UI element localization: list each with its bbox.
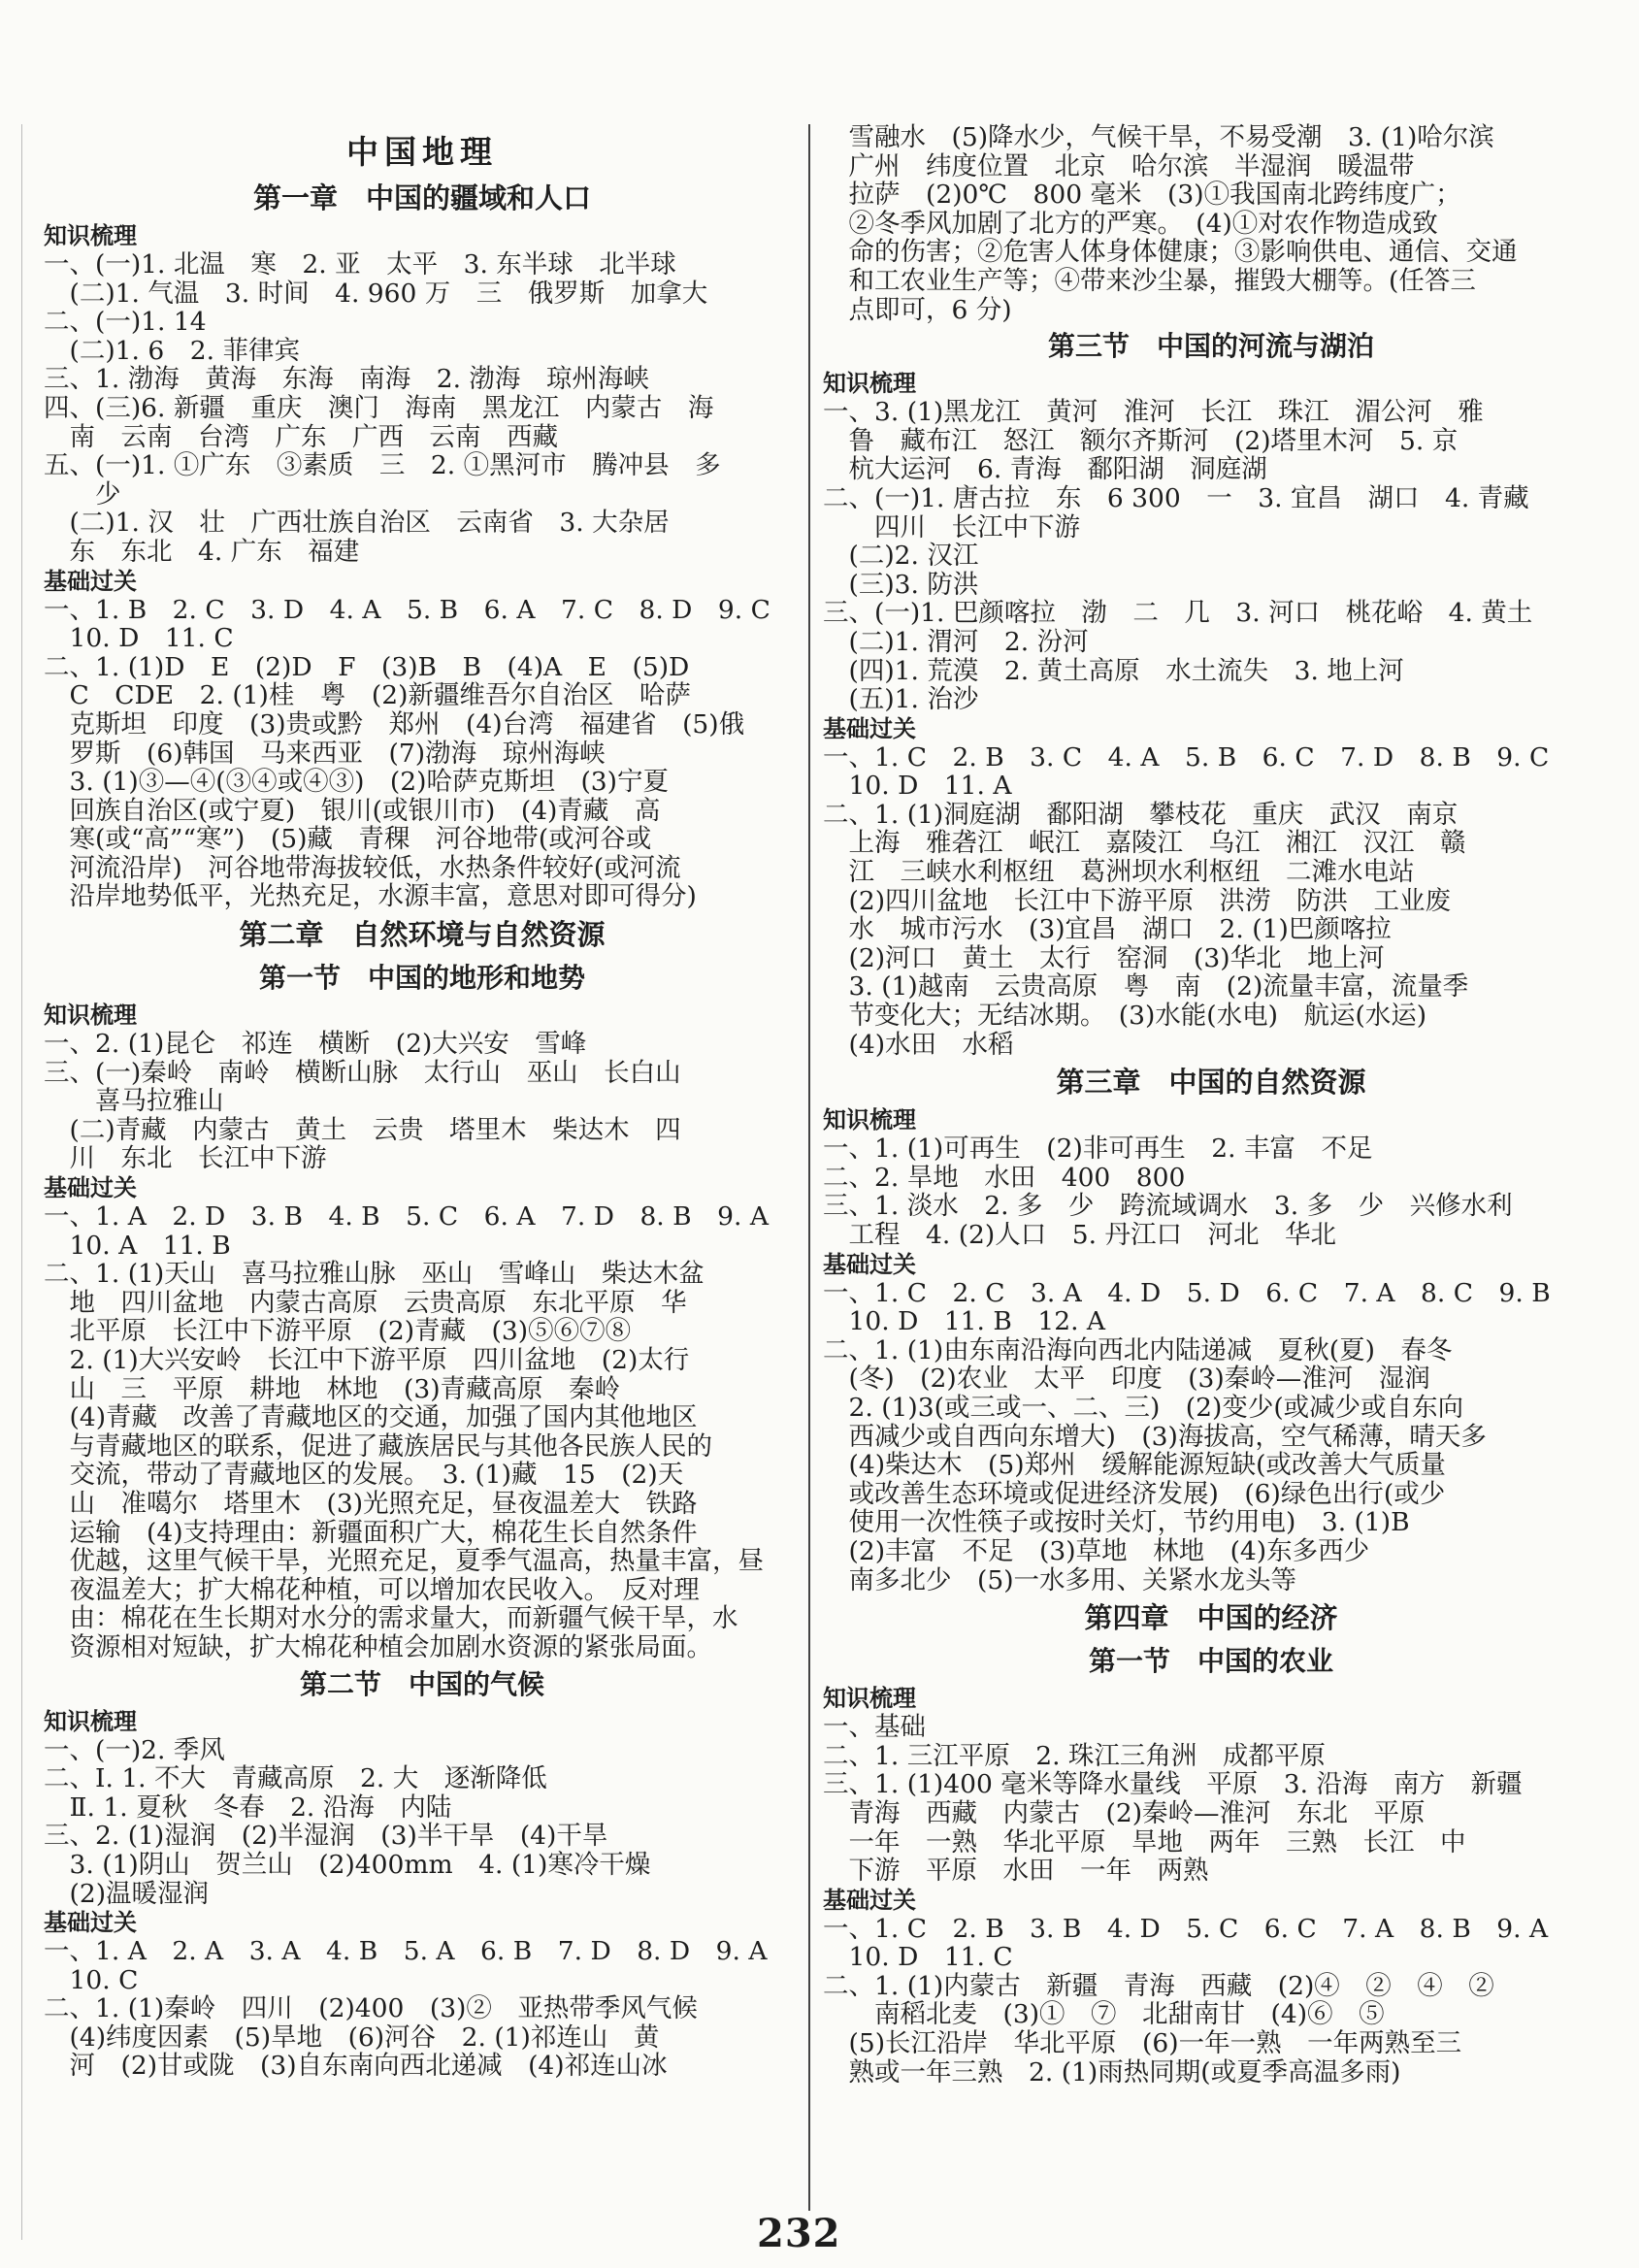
- subsection-label: 知识梳理: [44, 1707, 137, 1735]
- answer-line: (五)1. 治沙: [823, 685, 979, 714]
- answer-line: (二)1. 汉 壮 广西壮族自治区 云南省 3. 大杂居: [44, 509, 670, 538]
- answer-line: 二、1. (1)D E (2)D F (3)B B (4)A E (5)D: [44, 652, 690, 682]
- chapter-heading: 第四章 中国的经济: [1084, 1601, 1338, 1635]
- answer-line: 二、1. (1)天山 喜马拉雅山脉 巫山 雪峰山 柴达木盆: [44, 1260, 705, 1289]
- answer-line: (二)青藏 内蒙古 黄土 云贵 塔里木 柴达木 四: [44, 1115, 681, 1145]
- answer-line: 二、1. 三江平原 2. 珠江三角洲 成都平原: [823, 1741, 1326, 1771]
- answer-line: 广州 纬度位置 北京 哈尔滨 半湿润 暖温带: [823, 151, 1415, 181]
- answer-line: 运输 (4)支持理由：新疆面积广大，棉花生长自然条件: [44, 1518, 698, 1548]
- section-heading: 第二节 中国的气候: [299, 1667, 544, 1700]
- answer-line: ②冬季风加剧了北方的严寒。 (4)①对农作物造成致: [823, 209, 1438, 239]
- answer-line: (冬) (2)农业 太平 印度 (3)秦岭—淮河 湿润: [823, 1364, 1430, 1394]
- answer-line: (二)1. 6 2. 菲律宾: [44, 336, 300, 366]
- answer-line: C CDE 2. (1)桂 粤 (2)新疆维吾尔自治区 哈萨: [44, 681, 691, 710]
- answer-line: 二、1. (1)秦岭 四川 (2)400 (3)② 亚热带季风气候: [44, 1994, 698, 2023]
- answer-line: 和工农业生产等；④带来沙尘暴，摧毁大棚等。(任答三: [823, 266, 1476, 296]
- answer-line: 喜马拉雅山: [44, 1087, 224, 1116]
- answer-line: 3. (1)阴山 贺兰山 (2)400mm 4. (1)寒冷干燥: [44, 1850, 651, 1880]
- answer-line: 一、3. (1)黑龙江 黄河 淮河 长江 珠江 湄公河 雅: [823, 398, 1484, 427]
- answer-line: 二、(一)1. 唐古拉 东 6 300 一 3. 宜昌 湖口 4. 青藏: [823, 483, 1529, 513]
- answer-line: 沿岸地势低平，光热充足，水源丰富，意思对即可得分): [44, 882, 697, 912]
- subsection-label: 知识梳理: [823, 1685, 916, 1713]
- answer-line: 二、2. 旱地 水田 400 800: [823, 1163, 1186, 1193]
- answer-line: (二)1. 渭河 2. 汾河: [823, 627, 1089, 657]
- answer-line: (二)2. 汉江: [823, 542, 979, 571]
- answer-line: 资源相对短缺，扩大棉花种植会加剧水资源的紧张局面。: [44, 1632, 712, 1662]
- subsection-label: 知识梳理: [823, 370, 916, 398]
- answer-line: 三、(一)秦岭 南岭 横断山脉 太行山 巫山 长白山: [44, 1058, 681, 1088]
- section-heading: 第三节 中国的河流与湖泊: [1047, 330, 1374, 363]
- answer-line: 一、2. (1)昆仑 祁连 横断 (2)大兴安 雪峰: [44, 1030, 587, 1059]
- answer-line: 地 四川盆地 内蒙古高原 云贵高原 东北平原 华: [44, 1288, 687, 1318]
- answer-line: 克斯坦 印度 (3)贵或黔 郑州 (4)台湾 福建省 (5)俄: [44, 709, 745, 740]
- answer-line: (2)四川盆地 长江中下游平原 洪涝 防洪 工业废: [823, 886, 1452, 916]
- answer-line: 南 云南 台湾 广东 广西 云南 西藏: [44, 422, 558, 452]
- answer-line: 由：棉花在生长期对水分的需求量大，而新疆气候干旱，水: [44, 1604, 738, 1633]
- answer-line: 西减少或自西向东增大) (3)海拔高，空气稀薄，晴天多: [823, 1422, 1487, 1452]
- answer-line: 山 准噶尔 塔里木 (3)光照充足，昼夜温差大 铁路: [44, 1489, 698, 1519]
- answer-line: 夜温差大；扩大棉花种植，可以增加农民收入。 反对理: [44, 1575, 700, 1605]
- subsection-label: 基础过关: [44, 1174, 137, 1202]
- chapter-heading: 第一章 中国的疆域和人口: [252, 181, 591, 214]
- column-divider: [808, 124, 810, 2211]
- subsection-label: 知识梳理: [44, 222, 137, 249]
- answer-line: 川 东北 长江中下游: [44, 1144, 327, 1174]
- answer-line: 10. D 11. A: [823, 772, 1012, 801]
- answer-line: 河 (2)甘或陇 (3)自东南向西北递减 (4)祁连山冰: [44, 2052, 668, 2082]
- answer-line: 2. (1)大兴安岭 长江中下游平原 四川盆地 (2)太行: [44, 1346, 690, 1375]
- answer-line: 三、(一)1. 巴颜喀拉 渤 二 几 3. 河口 桃花峪 4. 黄土: [823, 599, 1533, 628]
- answer-line: 使用一次性筷子或按时关灯，节约用电) 3. (1)B: [823, 1508, 1410, 1537]
- answer-line: 一、(一)1. 北温 寒 2. 亚 太平 3. 东半球 北半球: [44, 250, 676, 279]
- answer-line: 2. (1)3(或三或一、二、三) (2)变少(或减少或自东向: [823, 1393, 1464, 1423]
- section-heading: 第一节 中国的农业: [1088, 1645, 1333, 1678]
- answer-line: 3. (1)越南 云贵高原 粤 南 (2)流量丰富，流量季: [823, 972, 1469, 1003]
- page-number: 232: [757, 2211, 841, 2256]
- answer-line: 10. D 11. C: [823, 1943, 1013, 1972]
- answer-line: 二、(一)1. 14: [44, 308, 207, 337]
- subsection-label: 知识梳理: [44, 1002, 137, 1030]
- answer-line: 上海 雅砻江 岷江 嘉陵江 乌江 湘江 汉江 赣: [823, 829, 1466, 859]
- answer-line: 二、Ⅰ. 1. 不大 青藏高原 2. 大 逐渐降低: [44, 1764, 547, 1793]
- answer-line: Ⅱ. 1. 夏秋 冬春 2. 沿海 内陆: [44, 1792, 452, 1823]
- answer-line: 三、1. 渤海 黄海 东海 南海 2. 渤海 琼州海峡: [44, 365, 649, 394]
- answer-line: 熟或一年三熟 2. (1)雨热同期(或夏季高温多雨): [823, 2057, 1401, 2087]
- answer-line: (4)纬度因素 (5)旱地 (6)河谷 2. (1)祁连山 黄: [44, 2022, 660, 2053]
- answer-line: 下游 平原 水田 一年 两熟: [823, 1857, 1209, 1886]
- answer-line: 一、1. C 2. C 3. A 4. D 5. D 6. C 7. A 8. C 9. B: [823, 1278, 1551, 1308]
- answer-line: 交流，带动了青藏地区的发展。 3. (1)藏 15 (2)天: [44, 1461, 684, 1490]
- answer-line: 四川 长江中下游: [823, 512, 1080, 542]
- answer-line: 寒(或“高”“寒”) (5)藏 青稞 河谷地带(或河谷或: [44, 825, 652, 854]
- answer-line: 北平原 长江中下游平原 (2)青藏 (3)⑤⑥⑦⑧: [44, 1317, 632, 1346]
- subsection-label: 基础过关: [44, 1909, 137, 1937]
- answer-line: 一、1. (1)可再生 (2)非可再生 2. 丰富 不足: [823, 1134, 1373, 1164]
- answer-line: 雪融水 (5)降水少，气候干旱，不易受潮 3. (1)哈尔滨: [823, 123, 1494, 152]
- answer-line: 罗斯 (6)韩国 马来西亚 (7)渤海 琼州海峡: [44, 739, 606, 769]
- page-title: 中国地理: [346, 133, 498, 171]
- subsection-label: 基础过关: [823, 714, 916, 742]
- answer-line: 一、基础: [823, 1713, 926, 1742]
- answer-line: 一、1. A 2. D 3. B 4. B 5. C 6. A 7. D 8. B 9. A: [44, 1202, 769, 1232]
- answer-line: 10. A 11. B: [44, 1231, 231, 1261]
- answer-line: 节变化大；无结冰期。 (3)水能(水电) 航运(水运): [823, 1002, 1427, 1031]
- answer-line: 一、1. A 2. A 3. A 4. B 5. A 6. B 7. D 8. D 9. A: [44, 1937, 768, 1966]
- answer-line: 或改善生态环境或促进经济发展) (6)绿色出行(或少: [823, 1479, 1446, 1509]
- answer-line: 回族自治区(或宁夏) 银川(或银川市) (4)青藏 高: [44, 796, 661, 826]
- answer-line: 四、(三)6. 新疆 重庆 澳门 海南 黑龙江 内蒙古 海: [44, 393, 714, 423]
- page-margin-line: [21, 124, 22, 2240]
- answer-line: (4)水田 水稻: [823, 1030, 1014, 1060]
- answer-line: 青海 西藏 内蒙古 (2)秦岭—淮河 东北 平原: [823, 1798, 1426, 1828]
- answer-line: 10. C: [44, 1965, 139, 1995]
- answer-line: 三、1. 淡水 2. 多 少 跨流域调水 3. 多 少 兴修水利: [823, 1192, 1513, 1221]
- answer-line: 与青藏地区的联系，促进了藏族居民与其他各民族人民的: [44, 1431, 712, 1462]
- answer-line: 南稻北麦 (3)① ⑦ 北甜南甘 (4)⑥ ⑤: [823, 2000, 1385, 2030]
- answer-line: 三、2. (1)湿润 (2)半湿润 (3)半干旱 (4)干旱: [44, 1822, 608, 1851]
- answer-line: 东 东北 4. 广东 福建: [44, 537, 360, 567]
- answer-line: 优越，这里气候干旱，光照充足，夏季气温高，热量丰富，昼: [44, 1547, 764, 1576]
- answer-line: 二、1. (1)由东南沿海向西北内陆递减 夏秋(夏) 春冬: [823, 1335, 1453, 1365]
- answer-line: 命的伤害；②危害人体身体健康；③影响供电、通信、交通: [823, 238, 1518, 267]
- answer-line: (2)河口 黄土 太行 窑洞 (3)华北 地上河: [823, 943, 1385, 973]
- answer-line: 一、1. C 2. B 3. C 4. A 5. B 6. C 7. D 8. B 9. C: [823, 742, 1550, 772]
- subsection-label: 知识梳理: [823, 1106, 916, 1134]
- answer-line: (4)柴达木 (5)郑州 缓解能源短缺(或改善大气质量: [823, 1451, 1446, 1480]
- answer-line: (2)丰富 不足 (3)草地 林地 (4)东多西少: [823, 1536, 1370, 1566]
- answer-line: 一、1. B 2. C 3. D 4. A 5. B 6. A 7. C 8. D 9. C: [44, 595, 770, 625]
- answer-line: (5)长江沿岸 华北平原 (6)一年一熟 一年两熟至三: [823, 2029, 1462, 2058]
- answer-line: 一年 一熟 华北平原 旱地 两年 三熟 长江 中: [823, 1827, 1466, 1857]
- section-heading: 第一节 中国的地形和地势: [258, 962, 585, 995]
- answer-line: 3. (1)③—④(③④或④③) (2)哈萨克斯坦 (3)宁夏: [44, 768, 669, 797]
- answer-line: 拉萨 (2)0℃ 800 毫米 (3)①我国南北跨纬度广；: [823, 181, 1461, 210]
- answer-line: 点即可，6 分): [823, 295, 1012, 325]
- answer-line: 五、(一)1. ①广东 ③素质 三 2. ①黑河市 腾冲县 多: [44, 451, 721, 480]
- left-column: [44, 126, 801, 2081]
- answer-line: 一、1. C 2. B 3. B 4. D 5. C 6. C 7. A 8. B 9. A: [823, 1914, 1549, 1944]
- answer-line: (二)1. 气温 3. 时间 4. 960 万 三 俄罗斯 加拿大: [44, 279, 708, 309]
- answer-line: 工程 4. (2)人口 5. 丹江口 河北 华北: [823, 1221, 1336, 1250]
- answer-line: 杭大运河 6. 青海 鄱阳湖 洞庭湖: [823, 455, 1267, 484]
- subsection-label: 基础过关: [823, 1886, 916, 1914]
- answer-line: 二、1. (1)内蒙古 新疆 青海 西藏 (2)④ ② ④ ②: [823, 1971, 1494, 2001]
- answer-line: 河流沿岸) 河谷地带海拔较低，水热条件较好(或河流: [44, 853, 681, 883]
- answer-line: 10. D 11. C: [44, 624, 234, 653]
- chapter-heading: 第三章 中国的自然资源: [1056, 1066, 1366, 1100]
- answer-line: (4)青藏 改善了青藏地区的交通，加强了国内其他地区: [44, 1403, 698, 1432]
- answer-line: (三)3. 防洪: [823, 570, 979, 600]
- answer-line: 一、(一)2. 季风: [44, 1735, 225, 1765]
- chapter-heading: 第二章 自然环境与自然资源: [239, 918, 606, 952]
- answer-line: 鲁 藏布江 怒江 额尔齐斯河 (2)塔里木河 5. 京: [823, 426, 1459, 456]
- answer-line: 二、1. (1)洞庭湖 鄱阳湖 攀枝花 重庆 武汉 南京: [823, 800, 1459, 830]
- answer-line: (2)温暖湿润: [44, 1879, 210, 1909]
- answer-line: 山 三 平原 耕地 林地 (3)青藏高原 秦岭: [44, 1374, 621, 1404]
- right-column: [823, 123, 1599, 2087]
- answer-line: (四)1. 荒漠 2. 黄土高原 水土流失 3. 地上河: [823, 656, 1404, 686]
- subsection-label: 基础过关: [44, 567, 137, 595]
- answer-line: 三、1. (1)400 毫米等降水量线 平原 3. 沿海 南方 新疆: [823, 1770, 1523, 1799]
- answer-line: 水 城市污水 (3)宜昌 湖口 2. (1)巴颜喀拉: [823, 915, 1392, 944]
- subsection-label: 基础过关: [823, 1250, 916, 1278]
- answer-line: 江 三峡水利枢纽 葛洲坝水利枢纽 二滩水电站: [823, 858, 1415, 887]
- answer-line: 少: [44, 479, 121, 509]
- answer-line: 10. D 11. B 12. A: [823, 1307, 1106, 1336]
- answer-line: 南多北少 (5)一水多用、关紧水龙头等: [823, 1565, 1297, 1595]
